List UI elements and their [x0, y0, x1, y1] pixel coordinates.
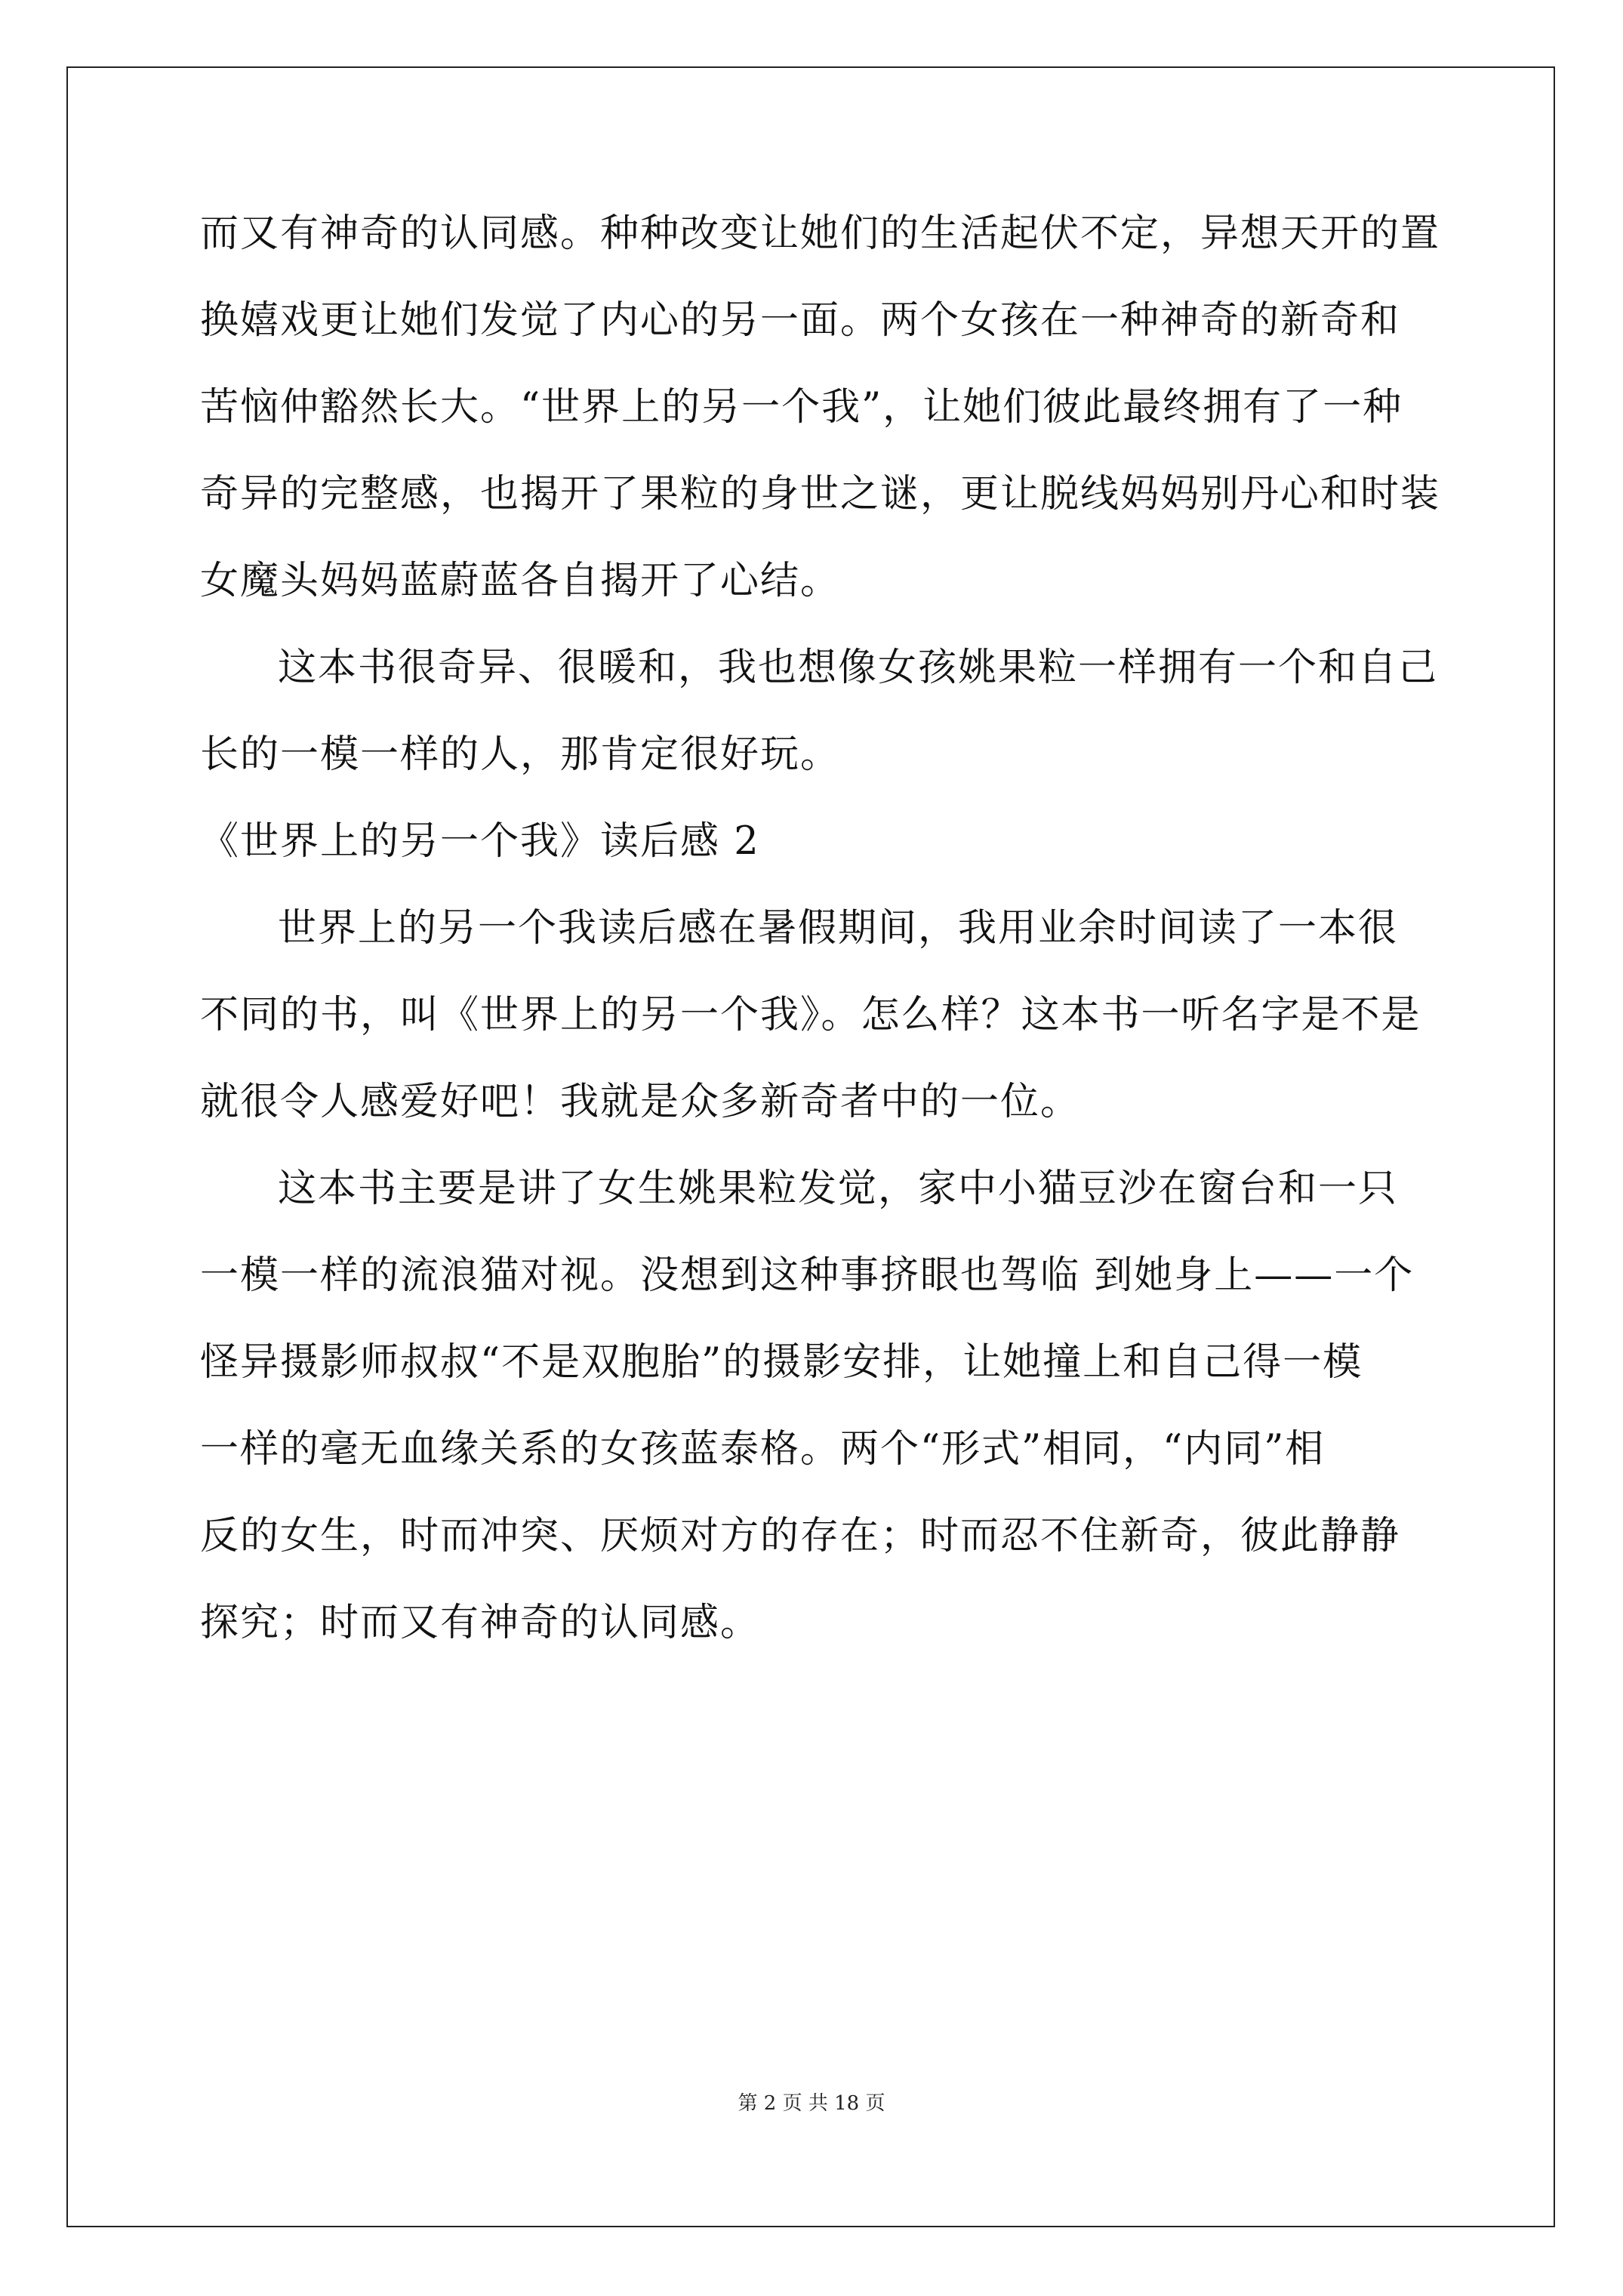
paragraph-line: 反的女生，时而冲突、厌烦对方的存在；时而忍不住新奇，彼此静静 — [200, 1514, 1401, 1558]
paragraph-line: 就很令人感爱好吧！我就是众多新奇者中的一位。 — [200, 1080, 1081, 1124]
paragraph-line: 一模一样的流浪猫对视。没想到这种事挤眼也驾临 到她身上——一个 — [200, 1253, 1415, 1298]
paragraph-line: 一样的毫无血缘关系的女孩蓝泰格。两个“形式”相同，“内同”相 — [200, 1427, 1326, 1472]
paragraph-line: 长的一模一样的人，那肯定很好玩。 — [200, 732, 841, 777]
paragraph-line: 而又有神奇的认同感。种种改变让她们的生活起伏不定，异想天开的置 — [200, 211, 1441, 256]
paragraph-line: 苦恼仲豁然长大。“世界上的另一个我”，让她们彼此最终拥有了一种 — [200, 385, 1403, 430]
paragraph-line: 探究；时而又有神奇的认同感。 — [200, 1601, 761, 1645]
paragraph-line: 这本书很奇异、很暖和，我也想像女孩姚果粒一样拥有一个和自己 — [278, 646, 1439, 690]
paragraph-line: 怪异摄影师叔叔“不是双胞胎”的摄影安排，让她撞上和自己得一模 — [200, 1340, 1363, 1385]
section-heading: 《世界上的另一个我》读后感 2 — [200, 819, 760, 864]
paragraph-line: 不同的书，叫《世界上的另一个我》。怎么样？这本书一听名字是不是 — [200, 993, 1421, 1037]
page-footer: 第 2 页 共 18 页 — [738, 2092, 885, 2115]
paragraph-line: 世界上的另一个我读后感在暑假期间，我用业余时间读了一本很 — [278, 906, 1399, 951]
paragraph-line: 这本书主要是讲了女生姚果粒发觉，家中小猫豆沙在窗台和一只 — [278, 1166, 1399, 1211]
paragraph-line: 奇异的完整感，也揭开了果粒的身世之谜，更让脱线妈妈别丹心和时装 — [200, 472, 1441, 516]
paragraph-line: 女魔头妈妈蓝蔚蓝各自揭开了心结。 — [200, 559, 841, 603]
paragraph-line: 换嬉戏更让她们发觉了内心的另一面。两个女孩在一种神奇的新奇和 — [200, 298, 1401, 343]
